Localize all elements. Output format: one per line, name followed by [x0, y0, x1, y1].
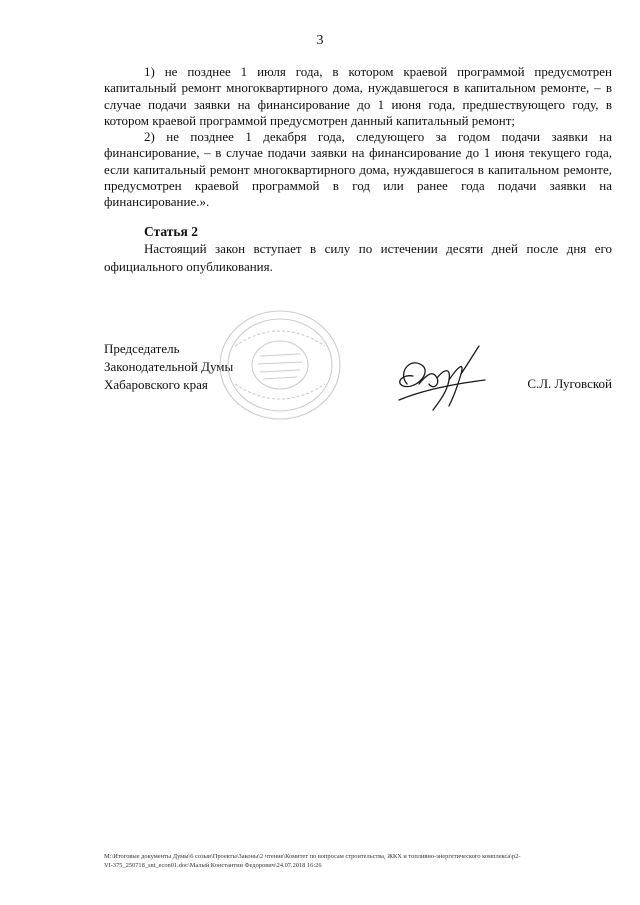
file-path-footer — [104, 852, 624, 870]
official-seal-stamp — [215, 306, 345, 424]
footer-line-2: VI-375_250718_snt_econ01.doc\Малый Константин Федорович\24.07.2018 16:26 — [104, 862, 322, 869]
page-number: 3 — [316, 33, 324, 48]
paragraph-item-2: 2) не позднее 1 декабря года, следующего за годом подачи заявки на финансирование, – в случае подачи заявки на финансирование до 1 июня текущего года, если капитальный ремонт многоквартирного дома, нуждавшегося в капитальном ремонте, предусмотрен краевой программой в год или ранее года подачи заявки на финансирование.». — [104, 129, 612, 210]
signer-name: С.Л. Луговской — [527, 376, 612, 391]
signature-mark — [393, 344, 493, 416]
signer-title-line-2: Законодательной Думы — [104, 359, 234, 374]
signer-title-line-1: Председатель — [104, 341, 180, 356]
amendment-text — [104, 64, 612, 211]
article-heading: Статья 2 — [144, 224, 198, 239]
signer-title-line-3: Хабаровского края — [104, 377, 208, 392]
signer-title — [104, 340, 233, 394]
paragraph-item-1: 1) не позднее 1 июля года, в котором краевой программой предусмотрен капитальный ремонт многоквартирного дома, нуждавшегося в капитальном ремонте, – в случае подачи заявки на финансирование до 1 июня года, предшествующего году, в котором краевой программой предусмотрен данный капитальный ремонт; — [104, 64, 612, 128]
article-text: Настоящий закон вступает в силу по истечении десяти дней после дня его официального опубликования. — [104, 241, 612, 274]
footer-line-1: M:\Итоговые документы Думы\6 созыв\Проекты\Законы\2 чтение\Комитет по вопросам строительства, ЖКХ и топливно-энергетического комплекса\р2- — [104, 853, 521, 860]
